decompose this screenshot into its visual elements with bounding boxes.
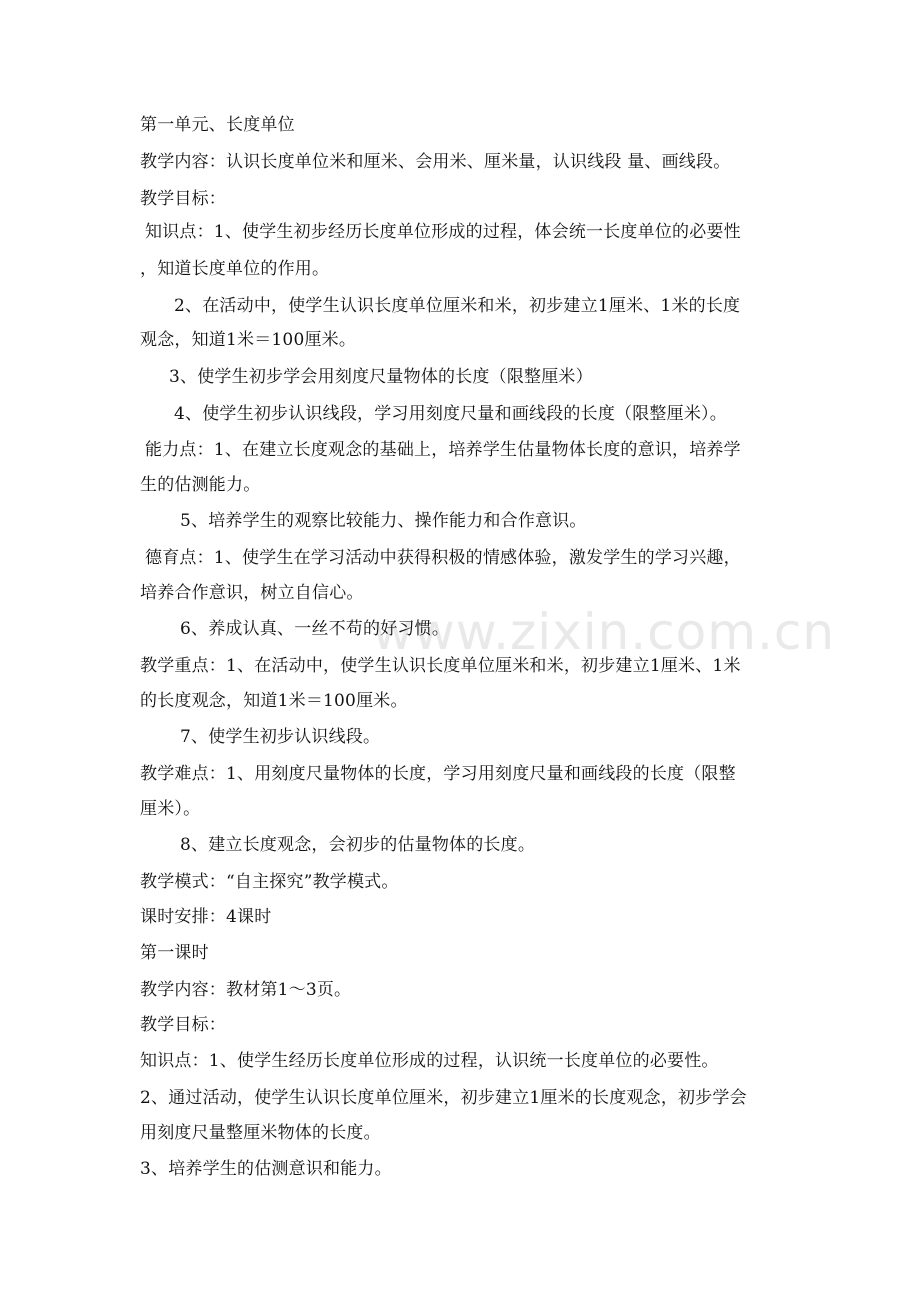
text-line: 2、在活动中，使学生认识长度单位厘米和米，初步建立1厘米、1米的长度 [174, 296, 741, 316]
text-line: 7、使学生初步认识线段。 [180, 727, 381, 747]
text-line: 教学目标： [140, 1015, 226, 1035]
text-line: 能力点：1、在建立长度观念的基础上，培养学生估量物体长度的意识，培养学 [145, 440, 741, 460]
text-line: 4、使学生初步认识线段，学习用刻度尺量和画线段的长度（限整厘米）。 [174, 404, 727, 424]
text-line: 教学模式：“自主探究”教学模式。 [140, 872, 399, 892]
unit-title: 第一单元、长度单位 [140, 115, 295, 135]
text-line: 教学难点：1、用刻度尺量物体的长度，学习用刻度尺量和画线段的长度（限整 [140, 764, 736, 784]
text-line: 5、培养学生的观察比较能力、操作能力和合作意识。 [180, 511, 587, 531]
text-line: 教学目标： [140, 189, 226, 209]
text-line: 教学内容：认识长度单位米和厘米、会用米、厘米量，认识线段 量、画线段。 [140, 152, 731, 172]
text-line: ，知道长度单位的作用。 [140, 259, 330, 279]
text-line: 知识点：1、使学生初步经历长度单位形成的过程，体会统一长度单位的必要性 [145, 222, 741, 242]
text-line: 2、通过活动，使学生认识长度单位厘米，初步建立1厘米的长度观念，初步学会 [140, 1088, 747, 1108]
text-line: 知识点：1、使学生经历长度单位形成的过程，认识统一长度单位的必要性。 [140, 1051, 719, 1071]
text-line: 3、培养学生的估测意识和能力。 [140, 1159, 392, 1179]
text-line: 德育点：1、使学生在学习活动中获得积极的情感体验，激发学生的学习兴趣， [145, 548, 741, 568]
text-line: 培养合作意识，树立自信心。 [140, 583, 364, 603]
lesson-title: 第一课时 [140, 943, 209, 963]
text-line: 厘米）。 [140, 799, 201, 819]
watermark-text: www.zixin.com.cn [372, 603, 836, 661]
text-line: 的长度观念，知道1米＝100厘米。 [140, 691, 408, 711]
text-line: 6、养成认真、一丝不苟的好习惯。 [180, 619, 450, 639]
text-line: 3、使学生初步学会用刻度尺量物体的长度（限整厘米） [169, 367, 593, 387]
text-line: 用刻度尺量整厘米物体的长度。 [140, 1123, 381, 1143]
text-line: 教学内容：教材第1～3页。 [140, 980, 352, 1000]
text-line: 8、建立长度观念，会初步的估量物体的长度。 [180, 835, 536, 855]
text-line: 生的估测能力。 [140, 475, 261, 495]
text-line: 课时安排：4课时 [140, 907, 272, 927]
text-line: 教学重点：1、在活动中，使学生认识长度单位厘米和米，初步建立1厘米、1米 [140, 656, 741, 676]
text-line: 观念，知道1米＝100厘米。 [140, 330, 357, 350]
